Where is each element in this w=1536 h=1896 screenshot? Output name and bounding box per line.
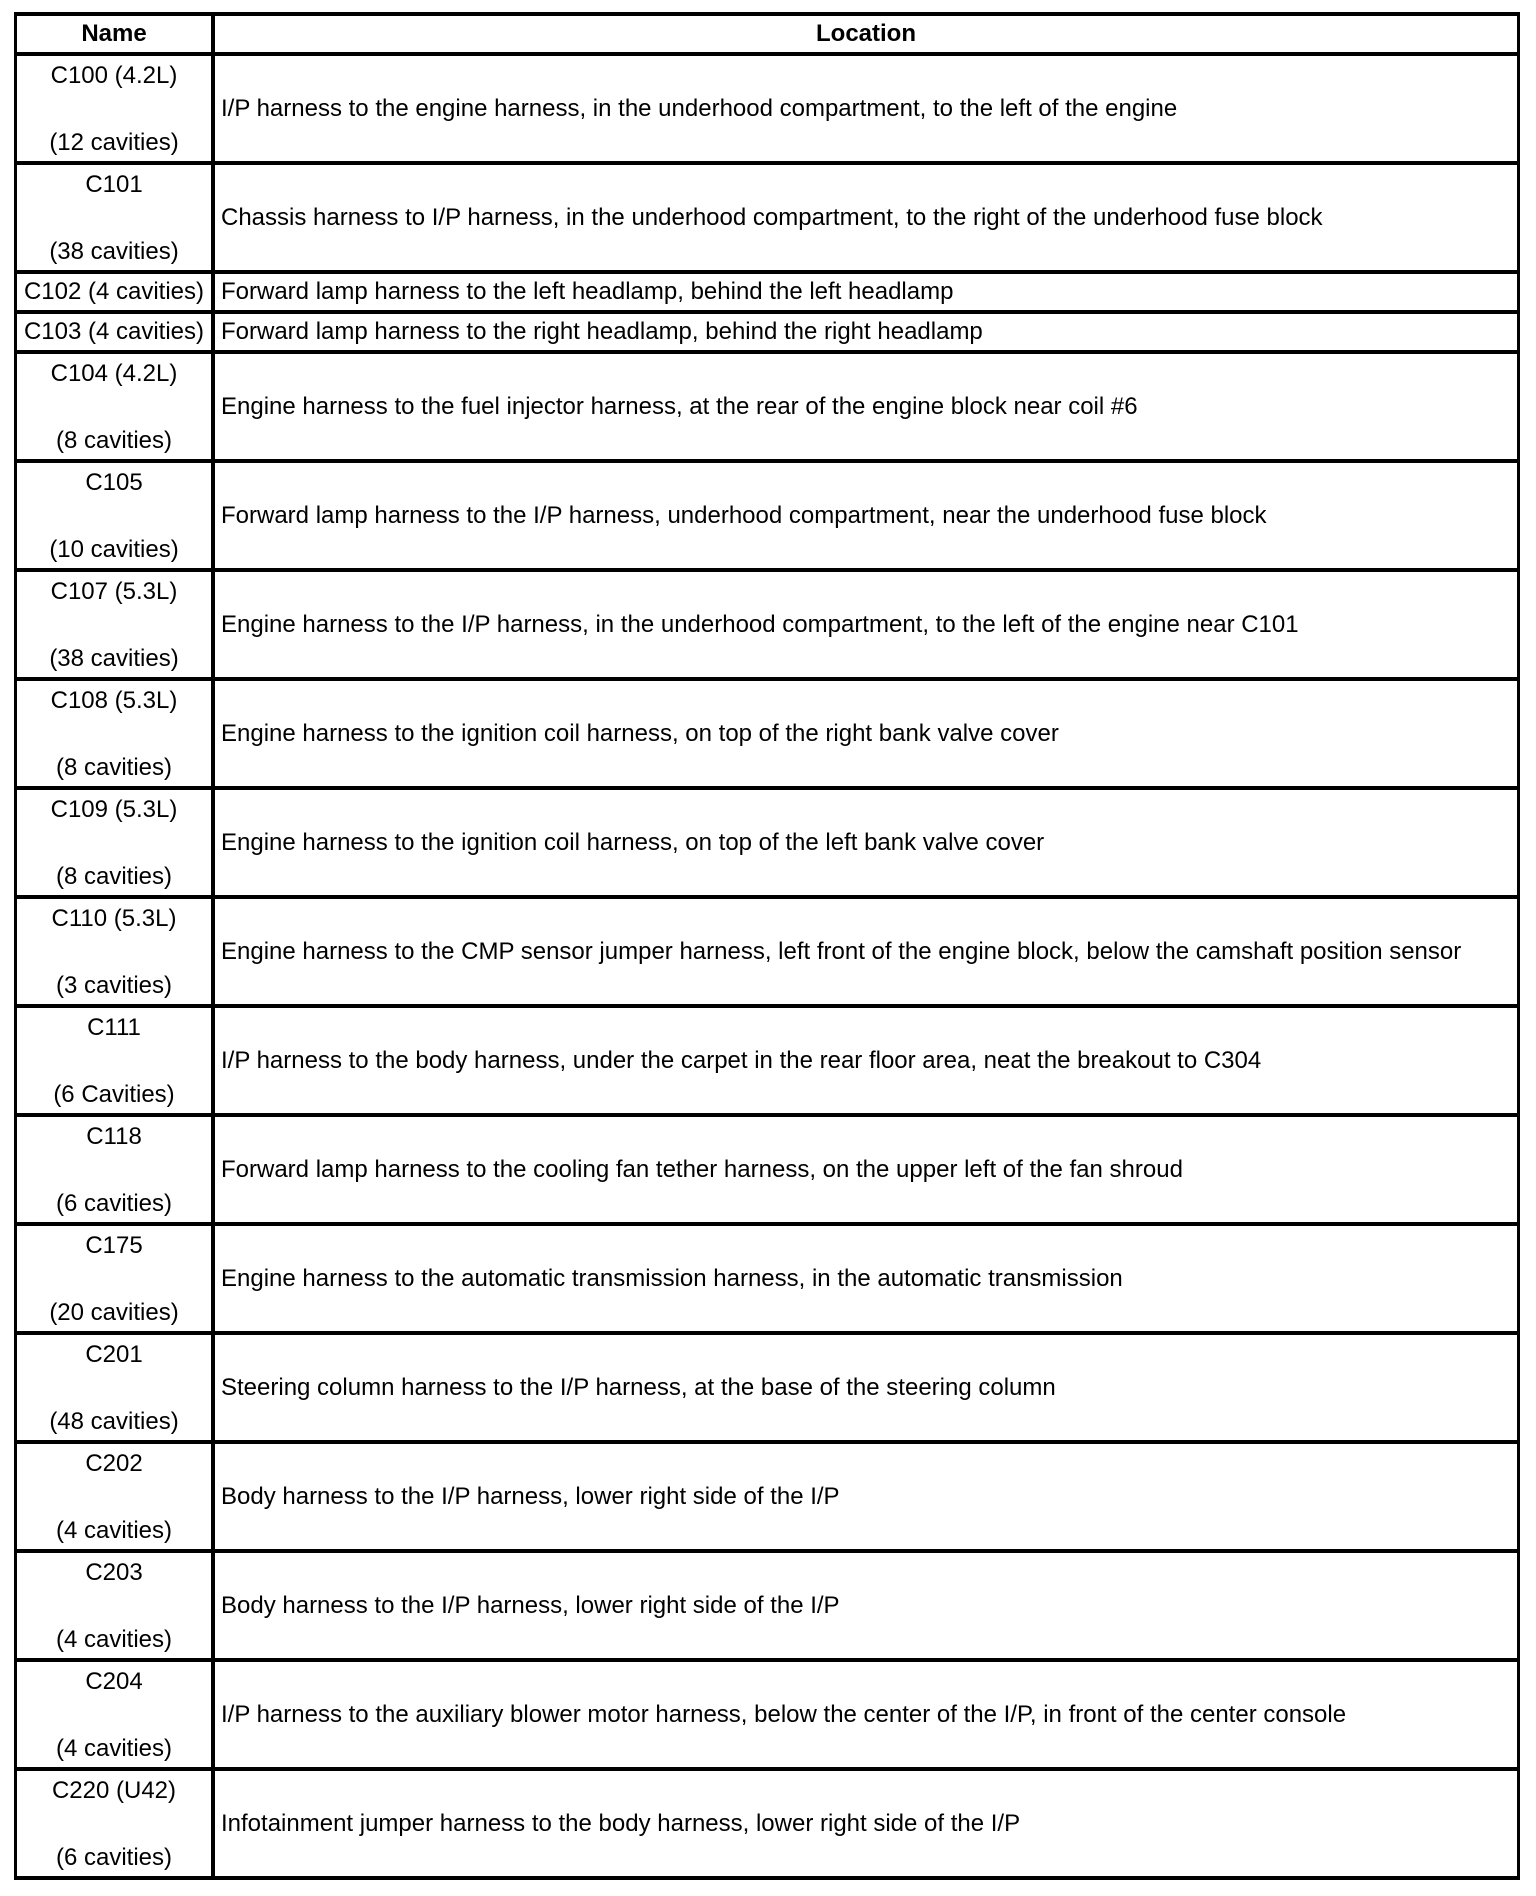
connector-location: Chassis harness to I/P harness, in the underhood compartment, to the right of the underhood fuse block bbox=[215, 165, 1517, 274]
connector-id: C118 bbox=[86, 1123, 142, 1150]
connector-id: C109 (5.3L) bbox=[50, 796, 178, 823]
location-column-header: Location bbox=[215, 16, 1517, 56]
connector-cavities: (6 Cavities) bbox=[53, 1081, 175, 1108]
connector-table bbox=[14, 12, 1520, 1880]
table-row bbox=[17, 274, 1517, 314]
connector-location: Body harness to the I/P harness, lower right side of the I/P bbox=[215, 1444, 1517, 1553]
connector-name-cell bbox=[17, 1662, 215, 1771]
table-row bbox=[17, 1444, 1517, 1553]
connector-id: C201 bbox=[85, 1341, 143, 1368]
table-row bbox=[17, 165, 1517, 274]
connector-cavities: (10 cavities) bbox=[49, 536, 179, 563]
connector-name-cell bbox=[17, 56, 215, 165]
table-row bbox=[17, 314, 1517, 354]
connector-name-cell bbox=[17, 463, 215, 572]
connector-cavities: (8 cavities) bbox=[55, 427, 173, 454]
connector-name-cell bbox=[17, 274, 215, 314]
table-row bbox=[17, 681, 1517, 790]
table-row bbox=[17, 899, 1517, 1008]
table-row bbox=[17, 463, 1517, 572]
table-row bbox=[17, 1662, 1517, 1771]
table-row bbox=[17, 1226, 1517, 1335]
table-row bbox=[17, 790, 1517, 899]
table-row bbox=[17, 1335, 1517, 1444]
table-row bbox=[17, 1771, 1517, 1880]
table-row bbox=[17, 354, 1517, 463]
connector-id: C111 bbox=[87, 1014, 141, 1041]
connector-cavities: (4 cavities) bbox=[55, 1735, 173, 1762]
connector-location: I/P harness to the auxiliary blower motor harness, below the center of the I/P, in front of the center console bbox=[215, 1662, 1517, 1771]
connector-name-cell bbox=[17, 1008, 215, 1117]
connector-id: C102 (4 cavities) bbox=[23, 278, 205, 305]
name-column-header: Name bbox=[17, 16, 215, 56]
connector-location: I/P harness to the body harness, under the carpet in the rear floor area, neat the breakout to C304 bbox=[215, 1008, 1517, 1117]
connector-location: Engine harness to the ignition coil harness, on top of the right bank valve cover bbox=[215, 681, 1517, 790]
connector-name-cell bbox=[17, 1117, 215, 1226]
connector-location: Forward lamp harness to the left headlamp, behind the left headlamp bbox=[215, 274, 1517, 314]
connector-name-cell bbox=[17, 899, 215, 1008]
connector-id: C203 bbox=[85, 1559, 143, 1586]
connector-location: Steering column harness to the I/P harness, at the base of the steering column bbox=[215, 1335, 1517, 1444]
connector-id: C103 (4 cavities) bbox=[23, 318, 205, 345]
table-body bbox=[17, 56, 1517, 1880]
connector-cavities: (38 cavities) bbox=[49, 238, 179, 265]
connector-cavities: (8 cavities) bbox=[55, 754, 173, 781]
table-row bbox=[17, 1553, 1517, 1662]
connector-cavities: (6 cavities) bbox=[55, 1190, 173, 1217]
connector-location: Engine harness to the CMP sensor jumper harness, left front of the engine block, below the camshaft position sensor bbox=[215, 899, 1517, 1008]
table-row bbox=[17, 1008, 1517, 1117]
connector-name-cell bbox=[17, 1771, 215, 1880]
connector-id: C105 bbox=[85, 469, 143, 496]
connector-cavities: (12 cavities) bbox=[49, 129, 179, 156]
connector-id: C101 bbox=[85, 171, 143, 198]
connector-name-cell bbox=[17, 1226, 215, 1335]
connector-name-cell bbox=[17, 681, 215, 790]
table-row bbox=[17, 1117, 1517, 1226]
header-row bbox=[17, 16, 1517, 56]
connector-name-cell bbox=[17, 354, 215, 463]
connector-location: Forward lamp harness to the cooling fan tether harness, on the upper left of the fan shroud bbox=[215, 1117, 1517, 1226]
connector-cavities: (6 cavities) bbox=[55, 1844, 173, 1871]
connector-name-cell bbox=[17, 1335, 215, 1444]
connector-name-cell bbox=[17, 1553, 215, 1662]
connector-id: C104 (4.2L) bbox=[50, 360, 178, 387]
connector-name-cell bbox=[17, 314, 215, 354]
connector-cavities: (4 cavities) bbox=[55, 1626, 173, 1653]
connector-cavities: (38 cavities) bbox=[49, 645, 179, 672]
table-row bbox=[17, 572, 1517, 681]
connector-location: Body harness to the I/P harness, lower right side of the I/P bbox=[215, 1553, 1517, 1662]
connector-location: Engine harness to the automatic transmission harness, in the automatic transmission bbox=[215, 1226, 1517, 1335]
connector-location: Engine harness to the fuel injector harness, at the rear of the engine block near coil #6 bbox=[215, 354, 1517, 463]
connector-cavities: (20 cavities) bbox=[49, 1299, 179, 1326]
connector-id: C175 bbox=[85, 1232, 143, 1259]
connector-cavities: (4 cavities) bbox=[55, 1517, 173, 1544]
connector-id: C108 (5.3L) bbox=[50, 687, 178, 714]
connector-id: C220 (U42) bbox=[51, 1777, 177, 1804]
connector-name-cell bbox=[17, 165, 215, 274]
connector-id: C100 (4.2L) bbox=[50, 62, 178, 89]
connector-cavities: (48 cavities) bbox=[49, 1408, 179, 1435]
connector-cavities: (3 cavities) bbox=[55, 972, 173, 999]
connector-name-cell bbox=[17, 790, 215, 899]
connector-id: C202 bbox=[85, 1450, 143, 1477]
connector-location: Engine harness to the ignition coil harness, on top of the left bank valve cover bbox=[215, 790, 1517, 899]
connector-location: Infotainment jumper harness to the body harness, lower right side of the I/P bbox=[215, 1771, 1517, 1880]
connector-name-cell bbox=[17, 572, 215, 681]
connector-location: I/P harness to the engine harness, in the underhood compartment, to the left of the engine bbox=[215, 56, 1517, 165]
connector-id: C204 bbox=[85, 1668, 143, 1695]
connector-name-cell bbox=[17, 1444, 215, 1553]
connector-location: Forward lamp harness to the I/P harness, underhood compartment, near the underhood fuse block bbox=[215, 463, 1517, 572]
connector-cavities: (8 cavities) bbox=[55, 863, 173, 890]
connector-location: Engine harness to the I/P harness, in the underhood compartment, to the left of the engine near C101 bbox=[215, 572, 1517, 681]
connector-location: Forward lamp harness to the right headlamp, behind the right headlamp bbox=[215, 314, 1517, 354]
connector-id: C107 (5.3L) bbox=[50, 578, 178, 605]
table-row bbox=[17, 56, 1517, 165]
connector-id: C110 (5.3L) bbox=[51, 905, 177, 932]
